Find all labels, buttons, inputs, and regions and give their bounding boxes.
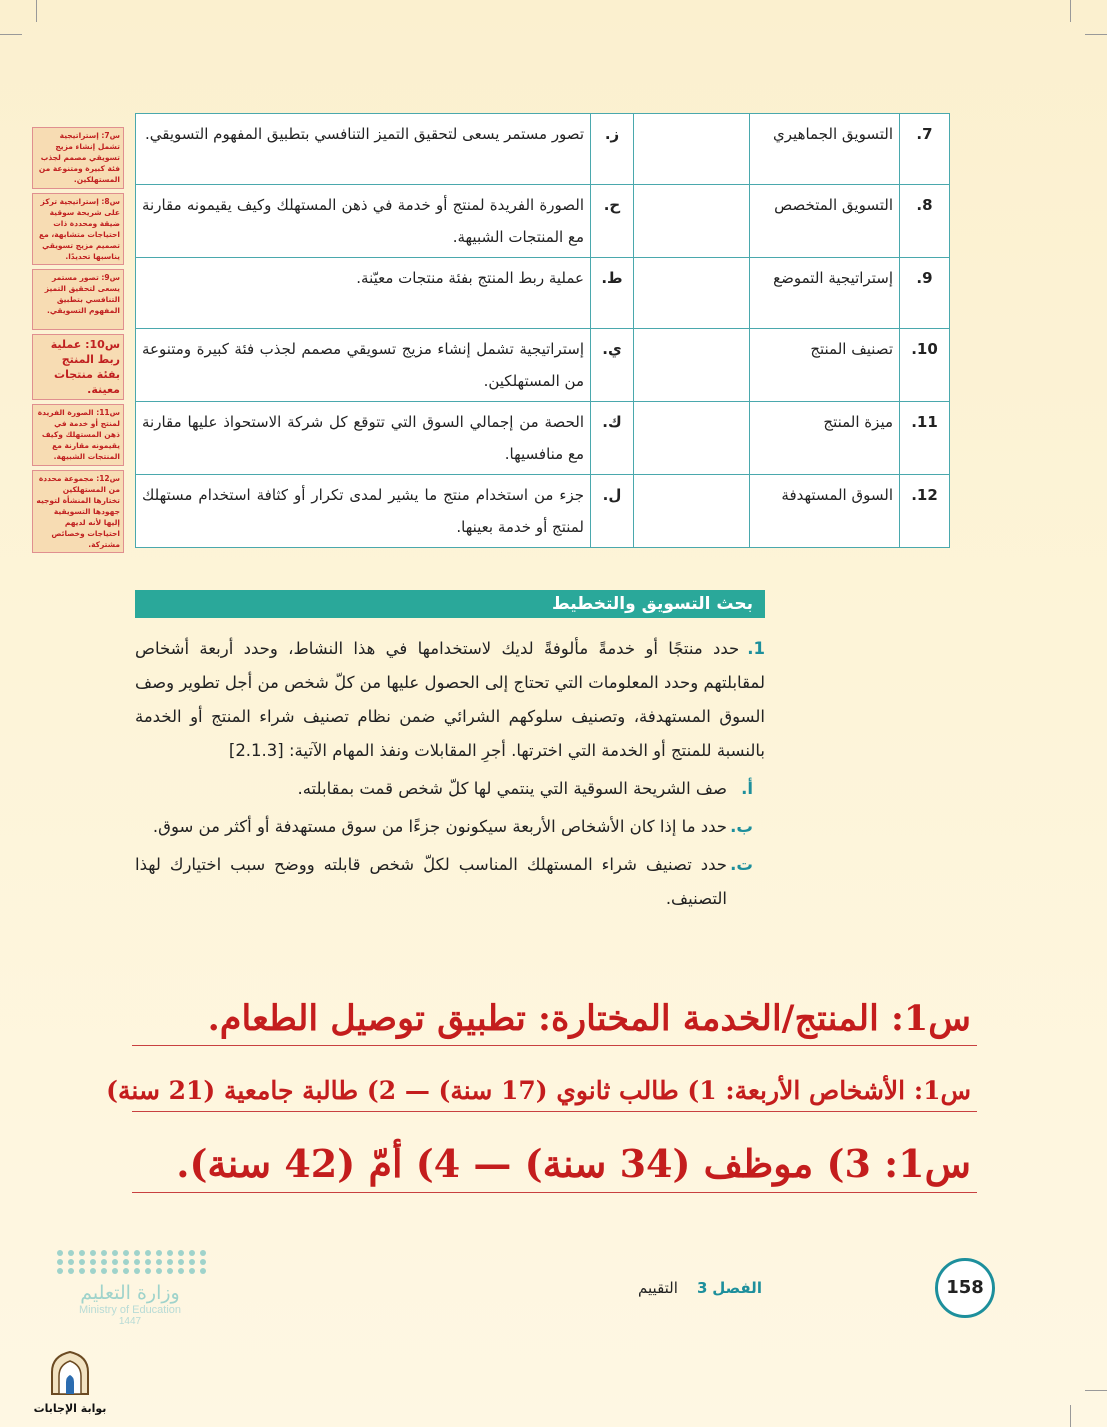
ministry-year: 1447 (118, 1316, 142, 1327)
ministry-logo (60, 1250, 200, 1327)
logo-dot (189, 1250, 195, 1256)
side-note: س10: عملية ربط المنتج بفئة منتجات معينة. (32, 334, 124, 400)
logo-dot (134, 1259, 140, 1265)
side-note: س7: إستراتيجية تشمل إنشاء مزيج تسويقي مصمم لجذب فئة كبيرة ومتنوعة من المستهلكين. (32, 127, 124, 189)
activity-subitem (135, 848, 765, 916)
activity-subitem (135, 772, 765, 806)
subitem-text: صف الشريحة السوقية التي ينتمي لها كلّ شخص قمت بمقابلته. (297, 779, 727, 798)
term-cell: التسويق المتخصص (750, 185, 900, 258)
logo-dot (167, 1259, 173, 1265)
term-cell: إستراتيجية التموضع (750, 258, 900, 329)
matching-table (135, 113, 950, 548)
row-number: 7. (900, 114, 950, 185)
logo-dot (123, 1250, 129, 1256)
row-number: 12. (900, 475, 950, 548)
logo-dot (112, 1250, 118, 1256)
activity-intro (135, 632, 765, 768)
definition-cell: إستراتيجية تشمل إنشاء مزيج تسويقي مصمم لجذب فئة كبيرة ومتنوعة من المستهلكين. (136, 329, 591, 402)
handwritten-answer: س1: المنتج/الخدمة المختارة: تطبيق توصيل الطعام. (132, 990, 977, 1050)
logo-dot (123, 1259, 129, 1265)
matching-row (136, 329, 950, 402)
page-number-badge: 158 (935, 1258, 995, 1318)
logo-dot (101, 1259, 107, 1265)
chapter-title: التقييم (638, 1279, 678, 1297)
answer-blank-cell[interactable] (634, 402, 750, 475)
logo-dot (167, 1268, 173, 1274)
activity-number: 1. (747, 639, 765, 658)
section-heading: بحث التسويق والتخطيط (135, 590, 765, 618)
logo-dot (200, 1259, 206, 1265)
crop-mark (36, 0, 37, 22)
crop-mark (0, 34, 22, 35)
matching-table-body (136, 114, 950, 548)
matching-row (136, 402, 950, 475)
row-number: 10. (900, 329, 950, 402)
ministry-name-ar: وزارة التعليم (80, 1282, 180, 1304)
answer-side-notes (32, 127, 124, 553)
logo-dot (57, 1259, 63, 1265)
definition-letter: ح. (591, 185, 634, 258)
logo-dot (79, 1250, 85, 1256)
activity-intro-text: حدد منتجًا أو خدمةً مألوفةً لديك لاستخدامها في هذا النشاط، وحدد أربعة أشخاص لمقابلتهم وحدد المعلومات التي تحتاج إلى الحصول عليها من كلّ شخص من أجل تطوير وصف السوق المستهدفة، وتصنيف سلوكهم الشرائي ضمن نظام تصنيف شراء المنتج أو الخدمة بالنسبة للمنتج أو الخدمة التي اخترتها. أجرِ المقابلات ونفذ المهام الآتية: [2.1.3] (135, 639, 765, 760)
chapter-label: الفصل (712, 1279, 762, 1297)
ministry-dots-icon (60, 1250, 200, 1274)
definition-cell: الحصة من إجمالي السوق التي تتوقع كل شركة الاستحواذ عليها مقارنة مع منافسيها. (136, 402, 591, 475)
crop-mark (1085, 1390, 1107, 1391)
logo-dot (178, 1259, 184, 1265)
crop-mark (1085, 34, 1107, 35)
logo-dot (189, 1259, 195, 1265)
row-number: 9. (900, 258, 950, 329)
answers-portal-logo (30, 1350, 110, 1415)
answer-blank-cell[interactable] (634, 475, 750, 548)
row-number: 11. (900, 402, 950, 475)
answer-blank-cell[interactable] (634, 114, 750, 185)
logo-dot (145, 1268, 151, 1274)
crop-mark (1070, 0, 1071, 22)
side-note: س8: إستراتيجية تركز على شريحة سوقية ضيقة ومحددة ذات احتياجات متشابهة، مع تصميم مزيج تسويقي يناسبها تحديدًا. (32, 193, 124, 265)
logo-dot (68, 1268, 74, 1274)
logo-dot (101, 1268, 107, 1274)
definition-letter: ط. (591, 258, 634, 329)
subitem-text: حدد تصنيف شراء المستهلك المناسب لكلّ شخص قابلته ووضح سبب اختيارك لهذا التصنيف. (135, 855, 727, 908)
logo-dot (68, 1259, 74, 1265)
logo-dot (90, 1259, 96, 1265)
logo-dot (68, 1250, 74, 1256)
logo-dot (134, 1268, 140, 1274)
ministry-name-en: Ministry of Education (78, 1304, 182, 1316)
answer-blank-cell[interactable] (634, 329, 750, 402)
definition-letter: ي. (591, 329, 634, 402)
logo-dot (156, 1250, 162, 1256)
logo-dot (156, 1268, 162, 1274)
logo-dot (167, 1250, 173, 1256)
logo-dot (57, 1268, 63, 1274)
term-cell: التسويق الجماهيري (750, 114, 900, 185)
portal-caption: بوابة الإجابات (33, 1402, 107, 1415)
logo-dot (145, 1259, 151, 1265)
logo-dot (79, 1268, 85, 1274)
crop-mark (1070, 1405, 1071, 1427)
subitem-label: ب. (730, 817, 753, 836)
row-number: 8. (900, 185, 950, 258)
subitem-label: ت. (730, 855, 753, 874)
logo-dot (189, 1268, 195, 1274)
logo-dot (101, 1250, 107, 1256)
term-cell: تصنيف المنتج (750, 329, 900, 402)
logo-dot (123, 1268, 129, 1274)
logo-dot (112, 1268, 118, 1274)
mosque-arch-icon (48, 1350, 92, 1396)
logo-dot (79, 1259, 85, 1265)
definition-cell: الصورة الفريدة لمنتج أو خدمة في ذهن المستهلك وكيف يقيمونه مقارنة مع المنتجات الشبيهة. (136, 185, 591, 258)
definition-letter: ل. (591, 475, 634, 548)
definition-cell: تصور مستمر يسعى لتحقيق التميز التنافسي بتطبيق المفهوم التسويقي. (136, 114, 591, 185)
definition-cell: جزء من استخدام منتج ما يشير لمدى تكرار أو كثافة استخدام مستهلك لمنتج أو خدمة بعينها. (136, 475, 591, 548)
logo-dot (90, 1250, 96, 1256)
term-cell: السوق المستهدفة (750, 475, 900, 548)
definition-letter: ك. (591, 402, 634, 475)
answer-blank-cell[interactable] (634, 258, 750, 329)
answer-blank-cell[interactable] (634, 185, 750, 258)
handwritten-answer: س1: 3) موظف (34 سنة) — 4) أمّ (42 سنة). (132, 1133, 977, 1197)
matching-row (136, 114, 950, 185)
logo-dot (134, 1250, 140, 1256)
definition-cell: عملية ربط المنتج بفئة منتجات معيّنة. (136, 258, 591, 329)
side-note: س12: مجموعة محددة من المستهلكين تختارها المنشأة لتوجيه جهودها التسويقية إليها لأنه لديهم احتياجات وخصائص مشتركة. (32, 470, 124, 553)
matching-row (136, 185, 950, 258)
logo-dot (178, 1268, 184, 1274)
logo-dot (57, 1250, 63, 1256)
logo-dot (200, 1268, 206, 1274)
subitem-text: حدد ما إذا كان الأشخاص الأربعة سيكونون جزءًا من سوق مستهدفة أو أكثر من سوق. (152, 817, 727, 836)
research-activity (135, 632, 765, 916)
activity-subitem (135, 810, 765, 844)
logo-dot (145, 1250, 151, 1256)
logo-dot (178, 1250, 184, 1256)
matching-row (136, 258, 950, 329)
matching-row (136, 475, 950, 548)
logo-dot (90, 1268, 96, 1274)
chapter-number: 3 (697, 1279, 708, 1297)
handwritten-answer: س1: الأشخاص الأربعة: 1) طالب ثانوي (17 سنة) — 2) طالبة جامعية (21 سنة) (132, 1068, 977, 1116)
subitem-label: أ. (741, 779, 753, 798)
side-note: س9: تصور مستمر يسعى لتحقيق التميز التنافسي بتطبيق المفهوم التسويقي. (32, 269, 124, 331)
chapter-footer (630, 1279, 770, 1297)
side-note: س11: الصورة الفريدة لمنتج أو خدمة في ذهن المستهلك وكيف يقيمونه مقارنة مع المنتجات الشبيهة. (32, 404, 124, 466)
logo-dot (200, 1250, 206, 1256)
term-cell: ميزة المنتج (750, 402, 900, 475)
logo-dot (156, 1259, 162, 1265)
definition-letter: ز. (591, 114, 634, 185)
logo-dot (112, 1259, 118, 1265)
